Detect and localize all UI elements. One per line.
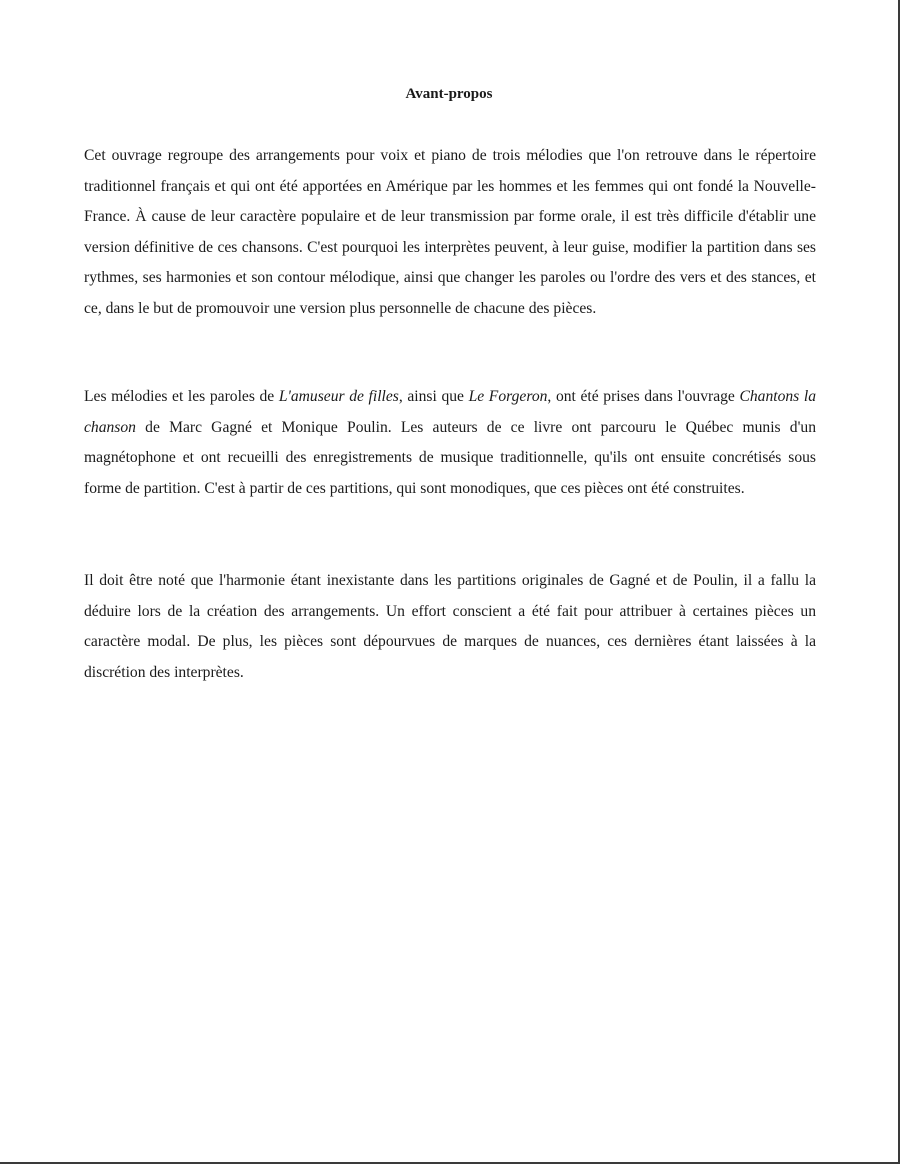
paragraph-text: Cet ouvrage regroupe des arrangements pour voix et piano de trois mélodies que l'on retrouve dans le répertoire traditionnel français et qui ont été apportées en Amérique par les hommes et les femmes qui ont fondé la Nouvelle-France. À cause de leur caractère populaire et de leur transmission par forme orale, il est très difficile d'établir une version définitive de ces chansons. C'est pourquoi les interprètes peuvent, à leur guise, modifier la partition dans ses rythmes, ses harmonies et son contour mélodique, ainsi que changer les paroles ou l'ordre des vers et des stances, et ce, dans le but de promouvoir une version plus personnelle de chacune des pièces. <box>84 147 816 317</box>
book-title-chantons: Chantons la chanson <box>84 388 817 436</box>
text-segment: de Marc Gagné et Monique Poulin. Les auteurs de ce livre ont parcouru le Québec munis d'un magnétophone et ont recueilli des enregistrements de musique traditionnelle, qu'ils ont ensuite concrétisés sous forme de partition. C'est à partir de ces partitions, qui sont monodiques, que ces pièces ont été construites. <box>84 418 816 497</box>
text-segment: , ont été prises dans l'ouvrage <box>547 388 740 405</box>
paragraph-harmony <box>84 566 816 688</box>
text-segment: , ainsi que <box>398 388 469 405</box>
song-title-amuseur: L'amuseur de filles <box>278 388 399 405</box>
paragraph-intro <box>84 141 816 325</box>
page-title: Avant-propos <box>405 86 493 102</box>
song-title-forgeron: Le Forgeron <box>468 388 548 405</box>
paragraph-sources <box>84 382 816 504</box>
paragraph-text <box>84 382 816 504</box>
paragraph-text: Il doit être noté que l'harmonie étant inexistante dans les partitions originales de Gagné et de Poulin, il a fallu la déduire lors de la création des arrangements. Un effort conscient a été fait pour attribuer à certaines pièces un caractère modal. De plus, les pièces sont dépourvues de marques de nuances, ces dernières étant laissées à la discrétion des interprètes. <box>84 572 816 681</box>
text-segment: Les mélodies et les paroles de <box>84 388 279 405</box>
